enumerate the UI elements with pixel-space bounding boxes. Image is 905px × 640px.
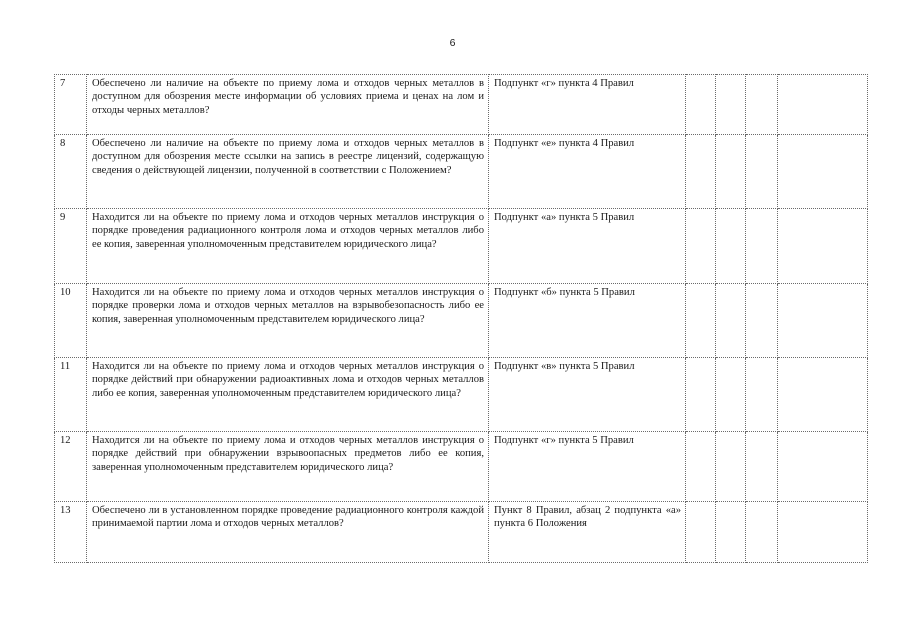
answer-no-cell[interactable] bbox=[716, 135, 746, 209]
answer-no-cell[interactable] bbox=[716, 75, 746, 135]
legal-reference: Подпункт «е» пункта 4 Правил bbox=[489, 135, 686, 209]
answer-yes-cell[interactable] bbox=[686, 358, 716, 432]
legal-reference: Подпункт «в» пункта 5 Правил bbox=[489, 358, 686, 432]
table-row bbox=[55, 209, 868, 284]
table-row bbox=[55, 502, 868, 563]
note-cell[interactable] bbox=[778, 209, 868, 284]
requirement-question: Находится ли на объекте по приему лома и отходов черных металлов инструкция о порядке проверки лома и отходов черных металлов на взрывобезопасность либо ее копия, заверенная уполномоченным представителем юридического лица? bbox=[87, 284, 489, 358]
legal-reference: Подпункт «г» пункта 4 Правил bbox=[489, 75, 686, 135]
answer-na-cell[interactable] bbox=[746, 135, 778, 209]
note-cell[interactable] bbox=[778, 135, 868, 209]
table-row bbox=[55, 432, 868, 502]
row-number: 7 bbox=[55, 75, 87, 135]
requirement-question: Обеспечено ли наличие на объекте по приему лома и отходов черных металлов в доступном для обозрения месте информации об условиях приема и ценах на лом и отходы черных металлов? bbox=[87, 75, 489, 135]
note-cell[interactable] bbox=[778, 75, 868, 135]
note-cell[interactable] bbox=[778, 284, 868, 358]
answer-na-cell[interactable] bbox=[746, 284, 778, 358]
table-row bbox=[55, 75, 868, 135]
answer-yes-cell[interactable] bbox=[686, 284, 716, 358]
answer-no-cell[interactable] bbox=[716, 432, 746, 502]
requirement-question: Находится ли на объекте по приему лома и отходов черных металлов инструкция о порядке действий при обнаружении взрывоопасных предметов либо ее копия, заверенная уполномоченным представителем юридического лица? bbox=[87, 432, 489, 502]
checklist-table bbox=[54, 74, 868, 563]
legal-reference: Пункт 8 Правил, абзац 2 подпункта «а» пункта 6 Положения bbox=[489, 502, 686, 563]
requirement-question: Находится ли на объекте по приему лома и отходов черных металлов инструкция о порядке проведения радиационного контроля лома и отходов черных металлов либо ее копия, заверенная уполномоченным представителем юридического лица? bbox=[87, 209, 489, 284]
row-number: 10 bbox=[55, 284, 87, 358]
table-row bbox=[55, 135, 868, 209]
answer-no-cell[interactable] bbox=[716, 284, 746, 358]
answer-yes-cell[interactable] bbox=[686, 432, 716, 502]
answer-yes-cell[interactable] bbox=[686, 135, 716, 209]
answer-no-cell[interactable] bbox=[716, 358, 746, 432]
answer-na-cell[interactable] bbox=[746, 209, 778, 284]
answer-no-cell[interactable] bbox=[716, 502, 746, 563]
note-cell[interactable] bbox=[778, 358, 868, 432]
row-number: 11 bbox=[55, 358, 87, 432]
note-cell[interactable] bbox=[778, 432, 868, 502]
legal-reference: Подпункт «г» пункта 5 Правил bbox=[489, 432, 686, 502]
requirement-question: Обеспечено ли в установленном порядке проведение радиационного контроля каждой принимаемой партии лома и отходов черных металлов? bbox=[87, 502, 489, 563]
table-row bbox=[55, 284, 868, 358]
requirement-question: Находится ли на объекте по приему лома и отходов черных металлов инструкция о порядке действий при обнаружении радиоактивных лома и отходов черных металлов либо ее копия, заверенная уполномоченным представителем юридического лица? bbox=[87, 358, 489, 432]
answer-yes-cell[interactable] bbox=[686, 502, 716, 563]
page-number: 6 bbox=[449, 37, 456, 49]
answer-na-cell[interactable] bbox=[746, 75, 778, 135]
answer-yes-cell[interactable] bbox=[686, 209, 716, 284]
answer-yes-cell[interactable] bbox=[686, 75, 716, 135]
row-number: 9 bbox=[55, 209, 87, 284]
note-cell[interactable] bbox=[778, 502, 868, 563]
answer-na-cell[interactable] bbox=[746, 502, 778, 563]
answer-na-cell[interactable] bbox=[746, 432, 778, 502]
row-number: 8 bbox=[55, 135, 87, 209]
requirement-question: Обеспечено ли наличие на объекте по приему лома и отходов черных металлов в доступном для обозрения месте ссылки на запись в реестре лицензий, содержащую сведения о действующей лицензии, полученной в соответствии с Положением? bbox=[87, 135, 489, 209]
legal-reference: Подпункт «б» пункта 5 Правил bbox=[489, 284, 686, 358]
row-number: 12 bbox=[55, 432, 87, 502]
table-row bbox=[55, 358, 868, 432]
row-number: 13 bbox=[55, 502, 87, 563]
answer-na-cell[interactable] bbox=[746, 358, 778, 432]
answer-no-cell[interactable] bbox=[716, 209, 746, 284]
legal-reference: Подпункт «а» пункта 5 Правил bbox=[489, 209, 686, 284]
